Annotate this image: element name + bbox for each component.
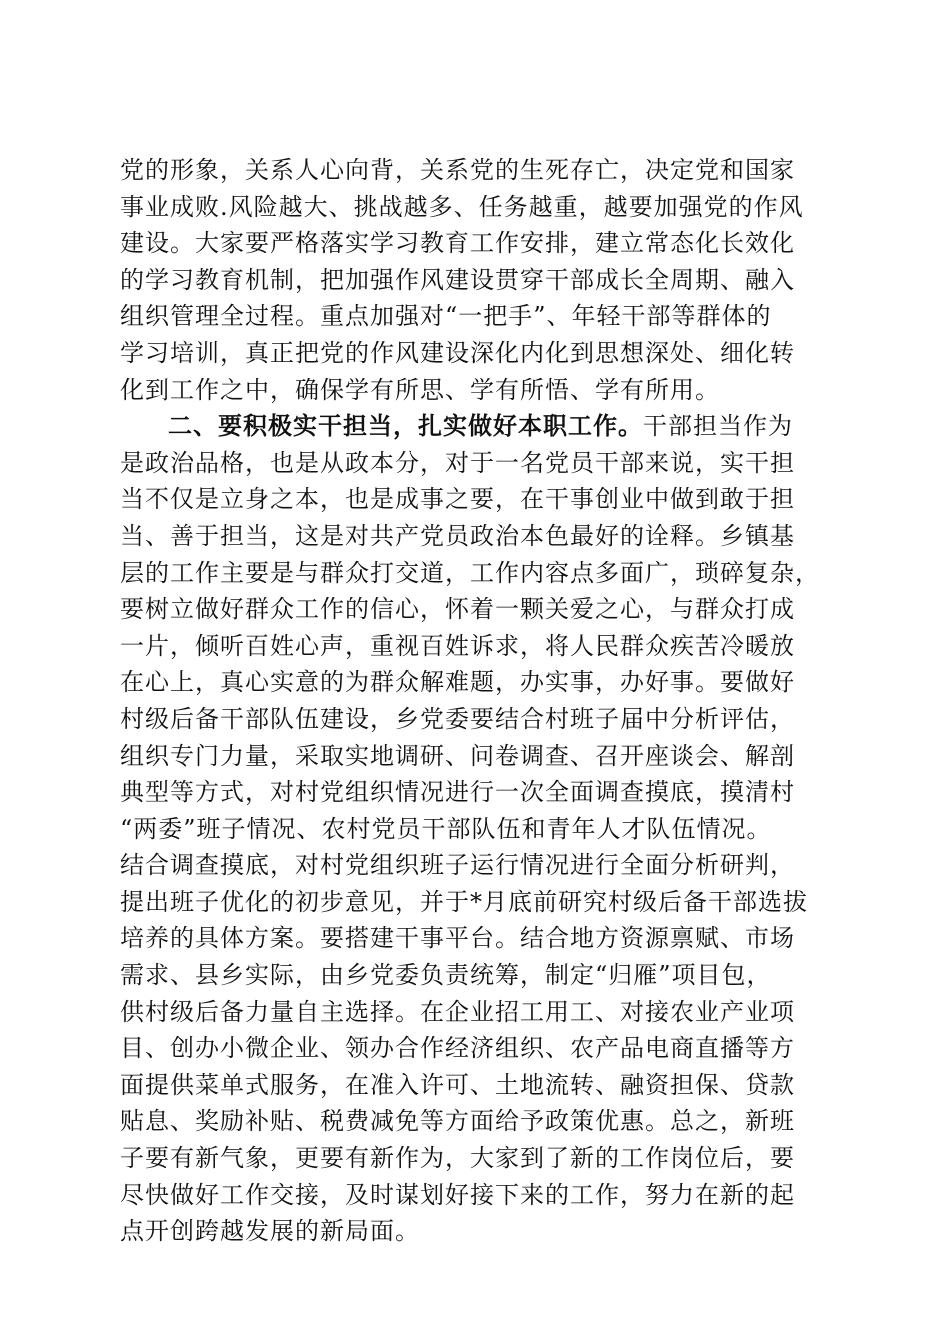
paragraph-line: 事业成败.风险越大、挑战越多、任务越重，越要加强党的作风 — [120, 192, 804, 221]
paragraph-line: 一片，倾听百姓心声，重视百姓诉求，将人民群众疾苦冷暖放 — [120, 631, 795, 660]
paragraph-line: 面提供菜单式服务，在准入许可、土地流转、融资担保、贷款 — [120, 1070, 795, 1099]
paragraph-line: 提出班子优化的初步意见，并于*月底前研究村级后备干部选拔 — [120, 887, 808, 916]
paragraph-line: 要树立做好群众工作的信心，怀着一颗关爱之心，与群众打成 — [120, 595, 795, 624]
paragraph-2 — [120, 408, 832, 1250]
section-heading-line — [120, 408, 832, 445]
paragraph-line: 组织管理全过程。重点加强对“一把手”、年轻干部等群体的 — [120, 302, 772, 331]
paragraph-line: 结合调查摸底，对村党组织班子运行情况进行全面分析研判， — [120, 851, 795, 880]
section-heading: 二、要积极实干担当，扎实做好本职工作。 — [168, 411, 643, 441]
paragraph-line: 需求、县乡实际，由乡党委负责统筹，制定“归雁”项目包， — [120, 961, 772, 990]
paragraph-line: 组织专门力量，采取实地调研、问卷调查、召开座谈会、解剖 — [120, 741, 795, 770]
paragraph-line: 目、创办小微企业、领办合作经济组织、农产品电商直播等方 — [120, 1034, 795, 1063]
paragraph-line: 是政治品格，也是从政本分，对于一名党员干部来说，实干担 — [120, 448, 795, 477]
paragraph-line: 培养的具体方案。要搭建干事平台。结合地方资源禀赋、市场 — [120, 924, 795, 953]
paragraph-line: 贴息、奖励补贴、税费减免等方面给予政策优惠。总之，新班 — [120, 1107, 795, 1136]
paragraph-line: 子要有新气象，更要有新作为，大家到了新的工作岗位后，要 — [120, 1144, 795, 1173]
paragraph-line: 尽快做好工作交接，及时谋划好接下来的工作，努力在新的起 — [120, 1180, 795, 1209]
paragraph-line: 当不仅是立身之本，也是成事之要，在干事创业中做到敢于担 — [120, 485, 795, 514]
paragraph-line: 典型等方式，对村党组织情况进行一次全面调查摸底，摸清村 — [120, 778, 795, 807]
paragraph-line: 层的工作主要是与群众打交道，工作内容点多面广，琐碎复杂， — [120, 558, 820, 587]
paragraph-line: 点开创跨越发展的新局面。 — [120, 1217, 420, 1246]
paragraph-line-start: 干部担当作为 — [643, 412, 793, 441]
paragraph-line: 学习培训，真正把党的作风建设深化内化到思想深处、细化转 — [120, 338, 795, 367]
paragraph-line: 供村级后备力量自主选择。在企业招工用工、对接农业产业项 — [120, 997, 795, 1026]
document-body — [120, 152, 832, 1250]
paragraph-line: “两委”班子情况、农村党员干部队伍和青年人才队伍情况。 — [120, 814, 772, 843]
paragraph-line: 当、善于担当，这是对共产党员政治本色最好的诠释。乡镇基 — [120, 521, 795, 550]
paragraph-line: 在心上，真心实意的为群众解难题，办实事，办好事。要做好 — [120, 668, 795, 697]
paragraph-line: 党的形象，关系人心向背，关系党的生死存亡，决定党和国家 — [120, 156, 795, 184]
paragraph-1 — [120, 152, 832, 408]
paragraph-line: 的学习教育机制，把加强作风建设贯穿干部成长全周期、融入 — [120, 265, 795, 294]
paragraph-line: 村级后备干部队伍建设，乡党委要结合村班子届中分析评估， — [120, 704, 795, 733]
paragraph-line: 化到工作之中，确保学有所思、学有所悟、学有所用。 — [120, 375, 720, 404]
paragraph-line: 建设。大家要严格落实学习教育工作安排，建立常态化长效化 — [120, 229, 795, 258]
